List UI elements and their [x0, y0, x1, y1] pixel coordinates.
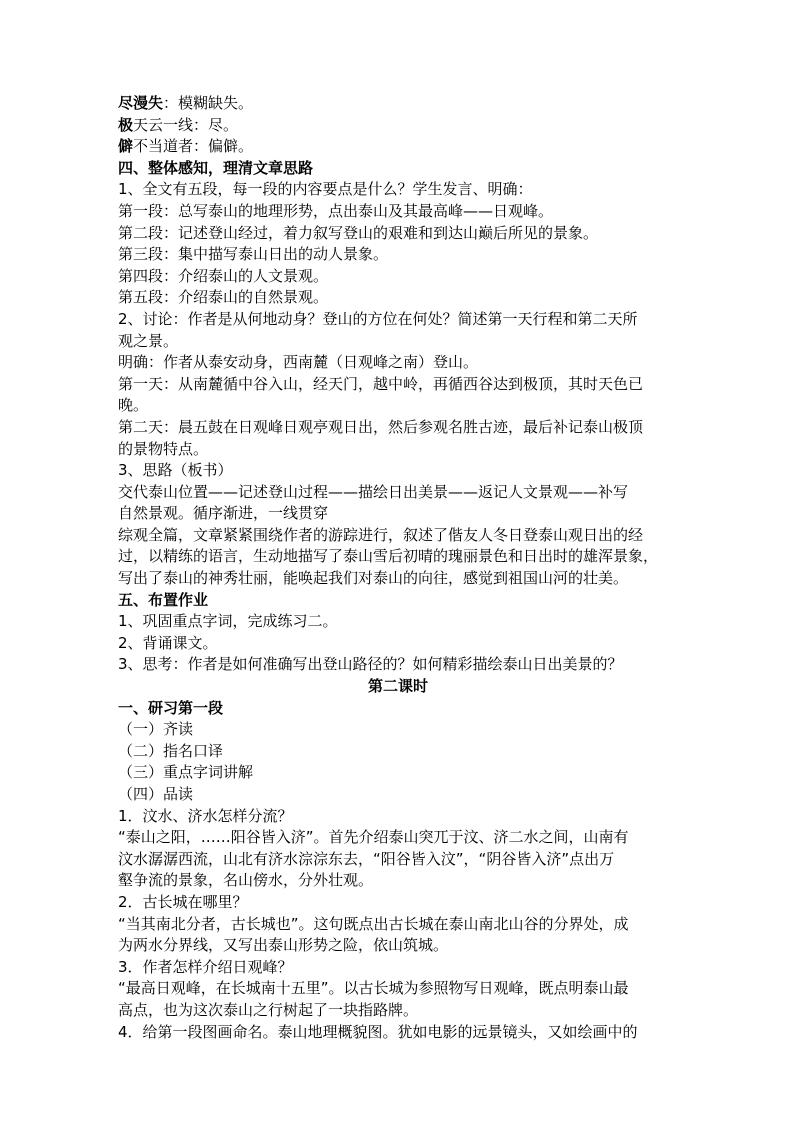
paragraph-line: 交代泰山位置——记述登山过程——描绘日出美景——返记人文景观——补写 — [118, 482, 629, 501]
paragraph-line: 为两水分界线，又写出泰山形势之险，依山筑城。 — [118, 936, 449, 955]
paragraph-line: 2．古长城在哪里？ — [118, 892, 248, 911]
paragraph-line: 综观全篇，文章紧紧围绕作者的游踪进行，叙述了偕友人冬日登泰山观日出的经 — [118, 525, 644, 544]
paragraph-line: 观之景。 — [118, 331, 179, 350]
document-page — [118, 93, 678, 1043]
paragraph-line: 的景物特点。 — [118, 439, 209, 458]
paragraph-line: 第二段：记述登山经过，着力叙写登山的艰难和到达山巅后所见的景象。 — [118, 223, 599, 242]
paragraph-line: （四）品读 — [118, 785, 194, 803]
paragraph-line: 1、巩固重点字词，完成练习二。 — [118, 612, 338, 631]
paragraph-line: “当其南北分者，古长城也”。这句既点出古长城在泰山南北山谷的分界处，成 — [118, 914, 629, 933]
paragraph-line: （二）指名口译 — [118, 741, 224, 760]
paragraph-line: 3、思考：作者是如何准确写出登山路径的？如何精彩描绘泰山日出美景的？ — [118, 655, 623, 674]
paragraph-line: （一）齐读 — [118, 720, 194, 739]
gloss-line — [118, 115, 678, 137]
paragraph-line: 第一天：从南麓循中谷入山，经天门，越中岭，再循西谷达到极顶，其时天色已 — [118, 374, 644, 393]
paragraph-line: 汶水潺潺西流，山北有济水淙淙东去，“阳谷皆入汶”，“阴谷皆入济”点出万 — [118, 849, 615, 868]
paragraph-line: 第三段：集中描写泰山日出的动人景象。 — [118, 245, 389, 264]
gloss-definition: ：模糊缺失。 — [163, 94, 254, 112]
section-heading: 一、研习第一段 — [118, 698, 224, 717]
lesson-title: 第二课时 — [367, 677, 428, 696]
paragraph-line: 壑争流的景象，名山傍水，分外壮观。 — [118, 871, 374, 890]
paragraph-line: 第二天：晨五鼓在日观峰日观亭观日出，然后参观名胜古迹，最后补记泰山极顶 — [118, 417, 644, 436]
paragraph-line: 写出了泰山的神秀壮丽，能唤起我们对泰山的向往，感觉到祖国山河的壮美。 — [118, 569, 629, 588]
gloss-definition: 天云一线：尽。 — [133, 115, 239, 134]
paragraph-line: 3、思路（板书） — [118, 461, 233, 480]
paragraph-line: “泰山之阳，……阳谷皆入济”。首先介绍泰山突兀于汶、济二水之间，山南有 — [118, 828, 629, 847]
paragraph-line: 明确：作者从泰安动身，西南麓（日观峰之南）登山。 — [118, 353, 479, 372]
paragraph-line: 晚。 — [118, 396, 149, 415]
paragraph-line: “最高日观峰，在长城南十五里”。以古长城为参照物写日观峰，既点明泰山最 — [118, 979, 629, 998]
gloss-term: 极 — [118, 115, 134, 134]
paragraph-line: 第五段：介绍泰山的自然景观。 — [118, 288, 329, 307]
paragraph-line: 过，以精练的语言，生动地描写了泰山雪后初晴的瑰丽景色和日出时的雄浑景象， — [118, 547, 659, 566]
paragraph-line: 4．给第一段图画命名。泰山地理概貌图。犹如电影的远景镜头，又如绘画中的 — [118, 1022, 638, 1041]
gloss-line — [118, 136, 678, 158]
paragraph-line: 第四段：介绍泰山的人文景观。 — [118, 266, 329, 285]
paragraph-line: 2、背诵课文。 — [118, 633, 218, 652]
paragraph-line: 第一段：总写泰山的地理形势，点出泰山及其最高峰——日观峰。 — [118, 201, 554, 220]
section-heading: 四、整体感知，理清文章思路 — [118, 158, 314, 177]
gloss-line — [118, 93, 678, 115]
gloss-definition: 不当道者：偏僻。 — [133, 137, 254, 156]
gloss-term: 尽漫失 — [118, 94, 164, 112]
paragraph-line: 3．作者怎样介绍日观峰？ — [118, 957, 293, 976]
paragraph-line: 1．汶水、济水怎样分流？ — [118, 806, 293, 825]
gloss-term: 僻 — [118, 137, 134, 156]
paragraph-line: 2、讨论：作者是从何地动身？登山的方位在何处？简述第一天行程和第二天所 — [118, 309, 638, 328]
section-heading: 五、布置作业 — [118, 590, 209, 609]
paragraph-line: 高点，也为这次泰山之行树起了一块指路牌。 — [118, 1000, 419, 1019]
paragraph-line: （三）重点字词讲解 — [118, 763, 254, 782]
paragraph-line: 1、全文有五段，每一段的内容要点是什么？学生发言、明确： — [118, 180, 533, 199]
paragraph-line: 自然景观。循序渐进，一线贯穿 — [118, 504, 329, 523]
